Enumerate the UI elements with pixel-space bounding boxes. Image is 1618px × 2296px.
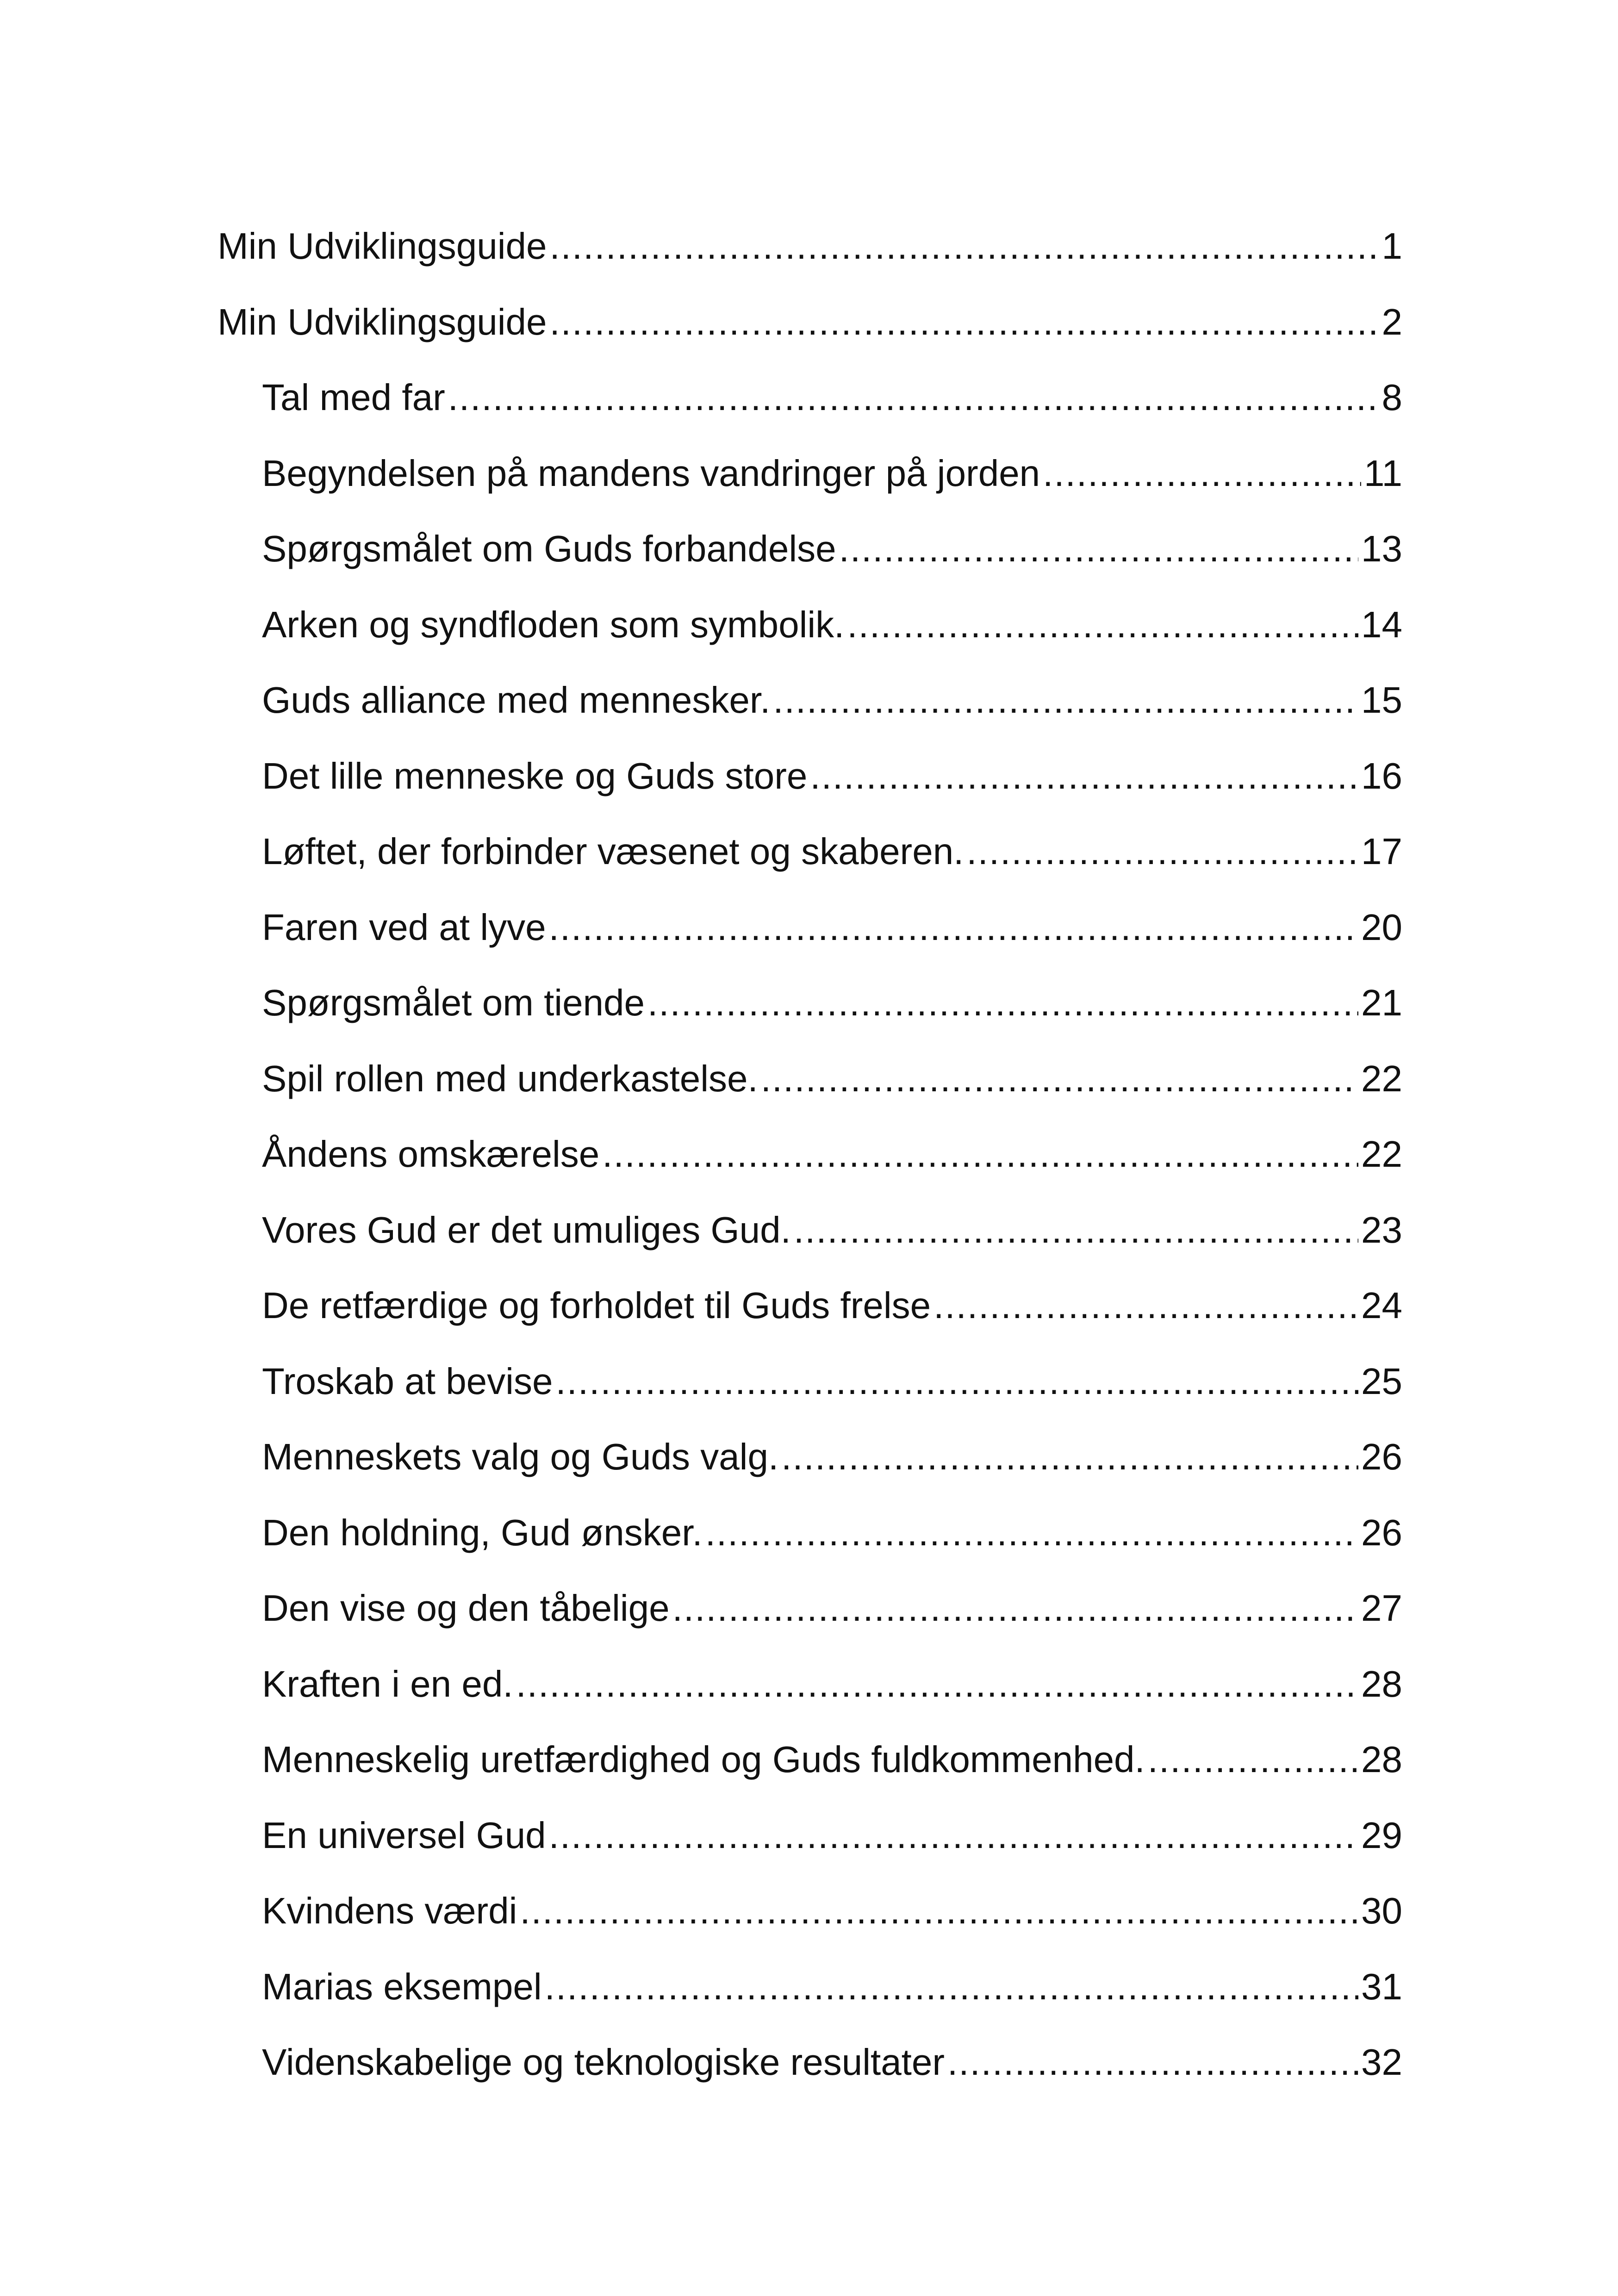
toc-dot-leader xyxy=(947,2024,1358,2100)
toc-entry[interactable] xyxy=(218,1419,1402,1495)
toc-entry[interactable] xyxy=(218,2024,1402,2100)
toc-page-number: 28 xyxy=(1361,1739,1402,1780)
toc-entry[interactable] xyxy=(218,1722,1402,1798)
toc-dot-leader xyxy=(448,360,1379,436)
toc-entry-title: Begyndelsen på mandens vandringer på jorden xyxy=(262,452,1040,494)
toc-page-number: 31 xyxy=(1361,1966,1402,2007)
toc-entry[interactable] xyxy=(218,208,1402,284)
toc-entry-title: Menneskets valg og Guds valg. xyxy=(262,1436,779,1477)
toc-dot-leader xyxy=(555,1344,1358,1419)
toc-dot-leader xyxy=(839,511,1358,587)
toc-entry[interactable] xyxy=(218,814,1402,890)
toc-dot-leader xyxy=(549,1798,1358,1873)
toc-entry[interactable] xyxy=(218,1495,1402,1571)
toc-entry[interactable] xyxy=(218,1192,1402,1268)
toc-entry-title: Spørgsmålet om tiende xyxy=(262,982,645,1023)
toc-dot-leader xyxy=(602,1116,1358,1192)
toc-entry-title: Marias eksempel xyxy=(262,1966,542,2007)
toc-entry-title: Spørgsmålet om Guds forbandelse xyxy=(262,528,836,569)
toc-dot-leader xyxy=(545,1949,1358,2025)
toc-page-number: 26 xyxy=(1361,1436,1402,1477)
toc-dot-leader xyxy=(705,1495,1358,1571)
toc-page-number: 26 xyxy=(1361,1512,1402,1553)
toc-dot-leader xyxy=(1148,1722,1358,1798)
toc-page-number: 16 xyxy=(1361,755,1402,796)
toc-page-number: 24 xyxy=(1361,1285,1402,1326)
toc-page-number: 2 xyxy=(1382,301,1402,342)
toc-page-number: 28 xyxy=(1361,1663,1402,1705)
toc-entry[interactable] xyxy=(218,738,1402,814)
toc-page-number: 23 xyxy=(1361,1209,1402,1251)
toc-entry[interactable] xyxy=(218,284,1402,360)
toc-entry-title: Den vise og den tåbelige xyxy=(262,1587,670,1629)
toc-entry[interactable] xyxy=(218,1646,1402,1722)
toc-entry-title: Guds alliance med mennesker. xyxy=(262,679,771,721)
toc-entry-title: Tal med far xyxy=(262,377,445,418)
toc-page-number: 25 xyxy=(1361,1360,1402,1402)
toc-entry[interactable] xyxy=(218,587,1402,663)
toc-entry-title: De retfærdige og forholdet til Guds frelse xyxy=(262,1285,931,1326)
table-of-contents xyxy=(218,208,1402,2100)
toc-page-number: 15 xyxy=(1361,679,1402,721)
toc-dot-leader xyxy=(516,1646,1358,1722)
toc-entry-title: Faren ved at lyve xyxy=(262,906,546,948)
toc-page-number: 29 xyxy=(1361,1814,1402,1856)
toc-dot-leader xyxy=(1043,436,1361,511)
toc-entry[interactable] xyxy=(218,436,1402,511)
toc-entry-title: Troskab at bevise xyxy=(262,1360,553,1402)
toc-entry-title: Åndens omskærelse xyxy=(262,1133,600,1175)
toc-entry[interactable] xyxy=(218,1268,1402,1344)
toc-dot-leader xyxy=(549,208,1379,284)
toc-entry-title: Menneskelig uretfærdighed og Guds fuldkommenhed. xyxy=(262,1739,1145,1780)
toc-entry[interactable] xyxy=(218,511,1402,587)
toc-page-number: 22 xyxy=(1361,1133,1402,1175)
toc-entry[interactable] xyxy=(218,1570,1402,1646)
toc-page-number: 13 xyxy=(1361,528,1402,569)
toc-page-number: 30 xyxy=(1361,1890,1402,1931)
toc-page-number: 32 xyxy=(1361,2041,1402,2083)
toc-page-number: 27 xyxy=(1361,1587,1402,1629)
toc-entry-title: Det lille menneske og Guds store xyxy=(262,755,808,796)
toc-page-number: 14 xyxy=(1361,604,1402,645)
toc-entry-title: Kraften i en ed. xyxy=(262,1663,513,1705)
toc-dot-leader xyxy=(672,1570,1358,1646)
toc-dot-leader xyxy=(549,890,1358,965)
toc-page-number: 20 xyxy=(1361,906,1402,948)
toc-page-number: 21 xyxy=(1361,982,1402,1023)
toc-entry[interactable] xyxy=(218,1949,1402,2025)
toc-entry[interactable] xyxy=(218,1041,1402,1117)
toc-page-number: 8 xyxy=(1382,377,1402,418)
toc-page-number: 1 xyxy=(1382,225,1402,267)
toc-entry[interactable] xyxy=(218,965,1402,1041)
toc-page-number: 22 xyxy=(1361,1058,1402,1099)
toc-entry-title: Kvindens værdi xyxy=(262,1890,517,1931)
toc-entry-title: Den holdning, Gud ønsker. xyxy=(262,1512,703,1553)
toc-dot-leader xyxy=(773,662,1358,738)
toc-page-number: 11 xyxy=(1363,452,1402,494)
toc-dot-leader xyxy=(794,1192,1358,1268)
toc-entry-title: Spil rollen med underkastelse. xyxy=(262,1058,758,1099)
toc-entry-title: En universel Gud xyxy=(262,1814,546,1856)
toc-entry[interactable] xyxy=(218,1798,1402,1873)
toc-dot-leader xyxy=(781,1419,1358,1495)
toc-dot-leader xyxy=(549,284,1379,360)
toc-dot-leader xyxy=(966,814,1358,890)
toc-dot-leader xyxy=(810,738,1358,814)
toc-dot-leader xyxy=(520,1873,1358,1949)
toc-entry[interactable] xyxy=(218,1116,1402,1192)
toc-entry[interactable] xyxy=(218,890,1402,965)
toc-dot-leader xyxy=(647,965,1358,1041)
toc-entry-title: Videnskabelige og teknologiske resultater xyxy=(262,2041,945,2083)
toc-dot-leader xyxy=(933,1268,1358,1344)
toc-entry-title: Min Udviklingsguide xyxy=(218,301,547,342)
toc-entry-title: Arken og syndfloden som symbolik. xyxy=(262,604,845,645)
toc-entry[interactable] xyxy=(218,662,1402,738)
toc-entry[interactable] xyxy=(218,1873,1402,1949)
toc-entry-title: Min Udviklingsguide xyxy=(218,225,547,267)
toc-entry-title: Løftet, der forbinder væsenet og skaberen. xyxy=(262,831,964,872)
toc-entry-title: Vores Gud er det umuliges Gud. xyxy=(262,1209,791,1251)
toc-entry[interactable] xyxy=(218,360,1402,436)
toc-dot-leader xyxy=(847,587,1358,663)
toc-entry[interactable] xyxy=(218,1344,1402,1419)
toc-page-number: 17 xyxy=(1361,831,1402,872)
toc-dot-leader xyxy=(761,1041,1358,1117)
